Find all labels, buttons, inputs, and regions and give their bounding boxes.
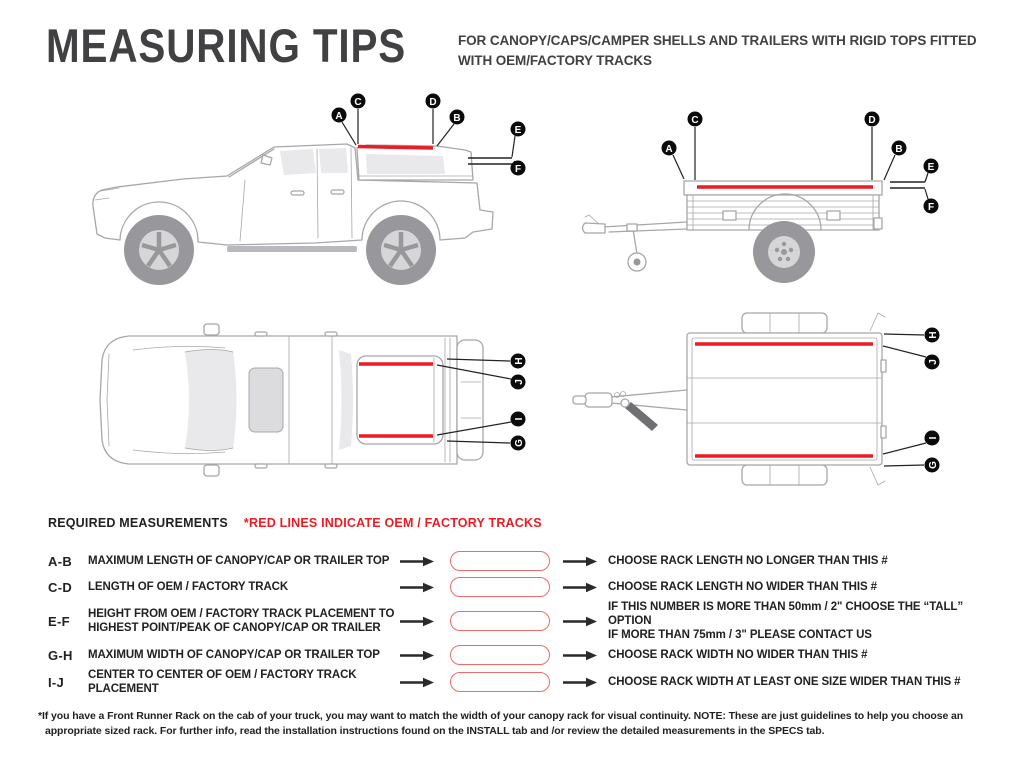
canopy-roof (357, 356, 443, 444)
drawbar (603, 222, 687, 232)
measurement-entry-pill (448, 611, 552, 631)
red-lines-note: *RED LINES INDICATE OEM / FACTORY TRACKS (243, 516, 542, 530)
arrow-right-icon (552, 650, 608, 661)
sunroof (249, 368, 283, 432)
trailer-box-top (687, 333, 882, 465)
measurement-entry-pill (448, 551, 552, 571)
row-description: CENTER TO CENTER OF OEM / FACTORY TRACK PLACEMENT (88, 669, 357, 695)
svg-text:B: B (453, 112, 461, 124)
truck-top-view-diagram (85, 308, 535, 493)
svg-text:J: J (513, 379, 525, 385)
hitch-coupler (583, 223, 606, 233)
callout-f (924, 189, 939, 214)
jockey-post (633, 229, 637, 254)
measurements-heading: REQUIRED MEASUREMENTS (48, 516, 228, 530)
svg-text:E: E (927, 161, 935, 173)
hitch-coupler (585, 393, 612, 407)
row-guidance: IF THIS NUMBER IS MORE THAN 50mm / 2" CHOOSE THE “TALL” OPTION IF MORE THAN 75mm / 3" PLEASE CONTACT US (608, 601, 963, 641)
measurement-row-ef (48, 600, 1008, 641)
arrow-right-icon (400, 556, 448, 567)
door-handle (291, 191, 304, 195)
arrow-right-icon (552, 582, 608, 593)
page-title: MEASURING TIPS (46, 19, 407, 72)
arrow-right-icon (400, 650, 448, 661)
measurement-row-ij (48, 668, 1008, 694)
row-key: I-J (48, 674, 65, 690)
row-key: A-B (48, 553, 73, 569)
svg-text:D: D (868, 114, 876, 126)
measurement-rows (48, 548, 1008, 694)
truck-side-view-diagram (75, 88, 545, 293)
measurement-entry-pill (448, 672, 552, 692)
tail-light (874, 218, 882, 229)
callout-c (688, 112, 703, 181)
arrow-right-icon (552, 616, 608, 627)
arrow-right-icon (552, 556, 608, 567)
measurement-row-ab (48, 548, 1008, 574)
trailer-wheel (753, 221, 815, 283)
door-handle (331, 190, 344, 194)
latch (723, 211, 736, 220)
row-description: LENGTH OF OEM / FACTORY TRACK (88, 581, 289, 593)
svg-text:E: E (514, 124, 522, 136)
measurements-heading-row (48, 516, 542, 530)
callout-a (332, 108, 357, 146)
row-key: E-F (48, 613, 70, 629)
trailer-side-view-diagram (575, 95, 985, 290)
row-guidance: CHOOSE RACK WIDTH NO WIDER THAN THIS # (608, 649, 868, 661)
callout-a (662, 141, 685, 180)
svg-text:F: F (927, 201, 935, 213)
measurement-row-cd (48, 574, 1008, 600)
fender (742, 313, 827, 333)
svg-text:H: H (513, 357, 525, 365)
svg-text:A: A (665, 143, 673, 155)
footnote: *If you have a Front Runner Rack on the cab of your truck, you may want to match the width of your canopy rack for visual continuity. NOTE: These are just guidelines to help you choose an appropriate sized rack. For further info, read the installation instructions found on the INSTALL tab and /or review the detailed measurements in the SPECS tab. (38, 710, 964, 737)
row-key: C-D (48, 579, 73, 595)
callout-b (437, 110, 465, 147)
svg-text:F: F (514, 163, 522, 175)
callout-e (924, 159, 939, 183)
svg-text:G: G (927, 461, 939, 469)
row-guidance: CHOOSE RACK LENGTH NO WIDER THAN THIS # (608, 581, 877, 593)
trailer-top-body (573, 313, 886, 485)
svg-text:I: I (513, 417, 525, 421)
svg-text:J: J (927, 359, 939, 365)
page-subtitle (458, 31, 977, 71)
subtitle-line-1: FOR CANOPY/CAPS/CAMPER SHELLS AND TRAILERS WITH RIGID TOPS FITTED (458, 33, 977, 48)
row-description: MAXIMUM LENGTH OF CANOPY/CAP OR TRAILER TOP (88, 555, 390, 567)
ef-reference-lines (890, 182, 925, 188)
truck-top-body (100, 324, 483, 476)
callout-c (351, 94, 366, 145)
latch (827, 211, 840, 220)
measurement-entry-pill (448, 645, 552, 665)
callout-e (511, 122, 526, 158)
row-key: G-H (48, 647, 73, 663)
windshield (185, 350, 237, 451)
callout-i (883, 431, 940, 455)
callout-d (865, 112, 880, 181)
fender (742, 465, 827, 485)
arrow-right-icon (552, 677, 608, 688)
callout-j (883, 346, 940, 370)
svg-text:D: D (429, 96, 437, 108)
truck-canopy (357, 145, 473, 180)
row-guidance: CHOOSE RACK WIDTH AT LEAST ONE SIZE WIDER THAN THIS # (608, 676, 961, 688)
ef-reference-lines (468, 158, 512, 164)
row-description: HEIGHT FROM OEM / FACTORY TRACK PLACEMENT TO HIGHEST POINT/PEAK OF CANOPY/CAP OR TRAILER (88, 608, 395, 634)
callout-f (511, 161, 526, 176)
running-board (227, 246, 357, 252)
canopy-track-red-line (358, 147, 433, 149)
svg-text:I: I (927, 436, 939, 440)
row-description: MAXIMUM WIDTH OF CANOPY/CAP OR TRAILER TOP (88, 649, 380, 661)
arrow-right-icon (400, 582, 448, 593)
svg-text:C: C (354, 96, 362, 108)
measurement-row-gh (48, 642, 1008, 668)
svg-text:B: B (895, 143, 903, 155)
svg-text:G: G (513, 439, 525, 447)
arrow-right-icon (400, 616, 448, 627)
svg-text:C: C (691, 114, 699, 126)
row-guidance: CHOOSE RACK LENGTH NO LONGER THAN THIS # (608, 555, 888, 567)
subtitle-line-2: WITH OEM/FACTORY TRACKS (458, 53, 652, 68)
callout-h (884, 328, 940, 343)
svg-text:H: H (927, 331, 939, 339)
callout-d (426, 94, 441, 145)
side-mirror (204, 324, 219, 335)
callout-b (884, 141, 907, 181)
trailer-top-view-diagram (565, 300, 985, 505)
svg-text:A: A (335, 110, 343, 122)
arrow-right-icon (400, 677, 448, 688)
measurement-entry-pill (448, 577, 552, 597)
trailer-body (583, 181, 883, 271)
callout-g (884, 458, 940, 473)
side-mirror (204, 465, 219, 476)
